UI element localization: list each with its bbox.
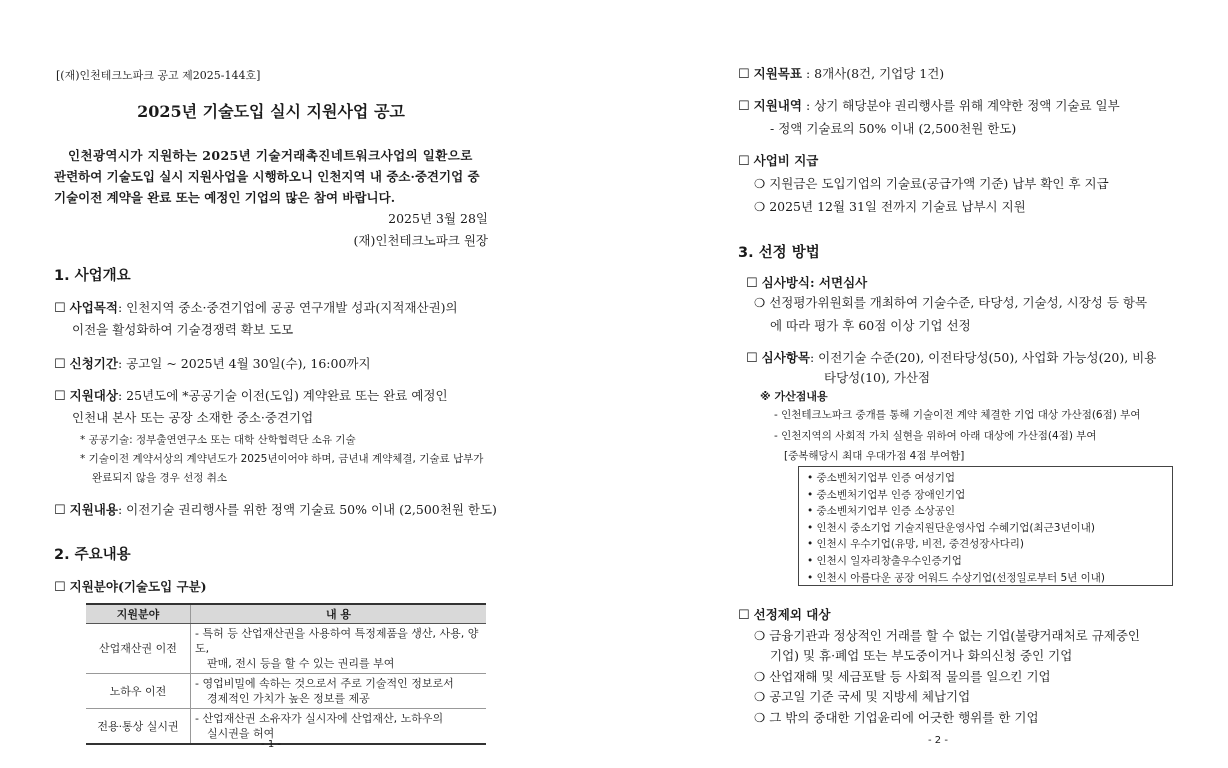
page-2 bbox=[614, 0, 1228, 768]
list-item: • 인천시 우수기업(유망, 비전, 중견성장사다리) bbox=[807, 538, 1024, 551]
payment-item-2 bbox=[754, 197, 1026, 215]
list-item: • 중소벤처기업부 인증 소상공인 bbox=[807, 505, 956, 518]
review-method-row bbox=[746, 273, 867, 291]
table-row bbox=[86, 674, 486, 709]
exclusion-item-2 bbox=[754, 667, 1051, 685]
checkbox-square-icon: ☐ bbox=[738, 608, 750, 623]
desc-line: - 영업비밀에 속하는 것으로서 주로 기술적인 정보로서 bbox=[195, 677, 454, 690]
period-row bbox=[54, 354, 371, 372]
support-field-table bbox=[86, 603, 486, 745]
section-3-heading: 3. 선정 방법 bbox=[738, 245, 820, 261]
notice-signer: (재)인천테크노파크 원장 bbox=[353, 233, 488, 248]
review-method-label: 심사방식 bbox=[761, 275, 810, 290]
exclusion-row bbox=[738, 605, 830, 623]
goal-label: 지원목표 bbox=[753, 66, 802, 81]
circle-bullet-icon: ❍ bbox=[754, 176, 766, 191]
review-method-item-text: 선정평가위원회를 개최하여 기술수준, 타당성, 기술성, 시장성 등 항목 bbox=[769, 295, 1148, 310]
bonus-label: ※ 가산점내용 bbox=[760, 390, 828, 403]
detail-label: 지원내역 bbox=[753, 98, 802, 113]
period-label: 신청기간 bbox=[69, 356, 118, 371]
content-label: 지원내용 bbox=[69, 502, 118, 517]
section-2-heading: 2. 주요내용 bbox=[54, 547, 131, 563]
notice-date: 2025년 3월 28일 bbox=[388, 211, 488, 226]
exclusion-item-3 bbox=[754, 687, 970, 705]
checkbox-square-icon: ☐ bbox=[738, 154, 750, 169]
field-title-row bbox=[54, 577, 207, 595]
purpose-line-2: 이전을 활성화하여 기술경쟁력 확보 도모 bbox=[72, 322, 294, 337]
exclusion-item-4-text: 그 밖의 중대한 기업윤리에 어긋한 행위를 한 기업 bbox=[769, 710, 1039, 725]
list-item: • 중소벤처기업부 인증 여성기업 bbox=[807, 472, 956, 484]
target-row bbox=[54, 386, 448, 404]
table-cell-field: 전용·통상 실시권 bbox=[86, 709, 191, 745]
checkbox-square-icon: ☐ bbox=[746, 351, 758, 366]
period-text: : 공고일 ~ 2025년 4월 30일(수), 16:00까지 bbox=[117, 356, 371, 371]
document-title: 2025년 기술도입 실시 지원사업 공고 bbox=[137, 102, 405, 121]
target-text: : 25년도에 *공공기술 이전(도입) 계약완료 또는 완료 예정인 bbox=[117, 388, 448, 403]
checkbox-square-icon: ☐ bbox=[746, 276, 758, 291]
payment-item-1 bbox=[754, 174, 1109, 192]
checkbox-square-icon: ☐ bbox=[54, 301, 66, 316]
desc-line: 판매, 전시 등을 할 수 있는 권리를 부여 bbox=[207, 657, 395, 670]
checkbox-square-icon: ☐ bbox=[54, 503, 66, 518]
table-cell-desc bbox=[191, 624, 487, 674]
circle-bullet-icon: ❍ bbox=[754, 199, 766, 214]
exclusion-item-1-line-2: 기업) 및 휴·폐업 또는 부도중이거나 화의신청 중인 기업 bbox=[770, 648, 1073, 663]
purpose-row bbox=[54, 298, 458, 316]
circle-bullet-icon: ❍ bbox=[754, 669, 766, 684]
page-number: - 2 - bbox=[928, 735, 948, 746]
circle-bullet-icon: ❍ bbox=[754, 710, 766, 725]
list-item: • 인천시 아름다운 공장 어워드 수상기업(선정일로부터 5년 이내) bbox=[807, 571, 1106, 584]
target-note-1: * 공공기술: 정부출연연구소 또는 대학 산학협력단 소유 기술 bbox=[80, 434, 356, 446]
exclusion-item-3-text: 공고일 기준 국세 및 지방세 체납기업 bbox=[769, 689, 971, 704]
purpose-text: : 인천지역 중소·중견기업에 공공 연구개발 성과(지적재산권)의 bbox=[117, 300, 458, 315]
purpose-label: 사업목적 bbox=[69, 300, 118, 315]
target-note-2b: 완료되지 않을 경우 선정 취소 bbox=[92, 472, 228, 484]
exclusion-item-2-text: 산업재해 및 세금포탈 등 사회적 물의를 일으킨 기업 bbox=[769, 669, 1051, 684]
intro-line-2: 관련하여 기술도입 실시 지원사업을 시행하오니 인천지역 내 중소·중견기업 중 bbox=[54, 169, 480, 184]
review-items-text: : 이전기술 수준(20), 이전타당성(50), 사업화 가능성(20), 비용 bbox=[809, 350, 1157, 365]
goal-text: : 8개사(8건, 기업당 1건) bbox=[805, 66, 945, 81]
content-text: : 이전기술 권리행사를 위한 정액 기술료 50% 이내 (2,500천원 한도) bbox=[117, 502, 497, 517]
review-method-item bbox=[754, 293, 1147, 311]
review-items-line-2: 타당성(10), 가산점 bbox=[824, 370, 931, 385]
list-item: • 인천시 중소기업 기술지원단운영사업 수혜기업(최근3년이내) bbox=[807, 521, 1095, 534]
review-items-row bbox=[746, 348, 1156, 366]
target-line-2: 인천내 본사 또는 공장 소재한 중소·중견기업 bbox=[72, 410, 314, 425]
bonus-line-2: - 인천지역의 사회적 가치 실현을 위하여 아래 대상에 가산점(4점) 부여 bbox=[774, 430, 1097, 442]
desc-line: 경제적인 가치가 높은 정보를 제공 bbox=[207, 692, 370, 705]
exclusion-label: 선정제외 대상 bbox=[753, 607, 831, 622]
checkbox-square-icon: ☐ bbox=[54, 389, 66, 404]
table-header-content: 내 용 bbox=[191, 604, 487, 624]
table-header-field: 지원분야 bbox=[86, 604, 191, 624]
intro-line-3: 기술이전 계약을 완료 또는 예정인 기업의 많은 참여 바랍니다. bbox=[54, 190, 396, 205]
target-note-2: * 기술이전 계약서상의 계약년도가 2025년이어야 하며, 금년내 계약체결, 기술료 납부가 bbox=[80, 453, 484, 465]
table-cell-field: 노하우 이전 bbox=[86, 674, 191, 709]
bonus-target-box bbox=[798, 466, 1173, 586]
payment-row bbox=[738, 151, 818, 169]
goal-row bbox=[738, 64, 944, 82]
page-number: - 1 - bbox=[261, 739, 281, 750]
exclusion-item-1 bbox=[754, 626, 1140, 644]
field-title: 지원분야(기술도입 구분) bbox=[69, 579, 207, 594]
checkbox-square-icon: ☐ bbox=[54, 580, 66, 595]
desc-line: - 특허 등 산업재산권을 사용하여 특정제품을 생산, 사용, 양도, bbox=[195, 627, 479, 655]
list-item: • 중소벤처기업부 인증 장애인기업 bbox=[807, 488, 966, 501]
desc-line: - 산업재산권 소유자가 실시자에 산업재산, 노하우의 bbox=[195, 712, 444, 725]
checkbox-square-icon: ☐ bbox=[54, 357, 66, 372]
detail-text: : 상기 해당분야 권리행사를 위해 계약한 정액 기술료 일부 bbox=[805, 98, 1120, 113]
exclusion-item-4 bbox=[754, 708, 1039, 726]
bonus-line-3: [중복해당시 최대 우대가점 4점 부여함] bbox=[784, 450, 965, 462]
bonus-line-1: - 인천테크노파크 중개를 통해 기술이전 계약 체결한 기업 대상 가산점(6점) 부여 bbox=[774, 409, 1141, 421]
circle-bullet-icon: ❍ bbox=[754, 689, 766, 704]
content-row bbox=[54, 500, 497, 518]
detail-row bbox=[738, 96, 1120, 114]
review-items-label: 심사항목 bbox=[761, 350, 810, 365]
table-cell-field: 산업재산권 이전 bbox=[86, 624, 191, 674]
intro-line-1: 인천광역시가 지원하는 2025년 기술거래촉진네트워크사업의 일환으로 bbox=[68, 148, 473, 163]
payment-label: 사업비 지급 bbox=[753, 153, 819, 168]
table-cell-desc bbox=[191, 674, 487, 709]
section-1-heading: 1. 사업개요 bbox=[54, 268, 131, 284]
payment-item-2-text: 2025년 12월 31일 전까지 기술료 납부시 지원 bbox=[769, 199, 1026, 214]
notice-number: [(재)인천테크노파크 공고 제2025-144호] bbox=[56, 69, 261, 82]
circle-bullet-icon: ❍ bbox=[754, 628, 766, 643]
review-method-item-line-2: 에 따라 평가 후 60점 이상 기업 선정 bbox=[770, 318, 971, 333]
checkbox-square-icon: ☐ bbox=[738, 67, 750, 82]
table-row bbox=[86, 624, 486, 674]
desc-line: 실시권을 허여 bbox=[207, 727, 275, 740]
payment-item-1-text: 지원금은 도입기업의 기술료(공급가액 기준) 납부 확인 후 지급 bbox=[769, 176, 1109, 191]
target-label: 지원대상 bbox=[69, 388, 118, 403]
circle-bullet-icon: ❍ bbox=[754, 295, 766, 310]
exclusion-item-1-text: 금융기관과 정상적인 거래를 할 수 없는 기업(불량거래처로 규제중인 bbox=[769, 628, 1140, 643]
checkbox-square-icon: ☐ bbox=[738, 99, 750, 114]
review-method-text: : 서면심사 bbox=[809, 275, 868, 290]
detail-sub: - 정액 기술료의 50% 이내 (2,500천원 한도) bbox=[770, 121, 1017, 136]
table-header-row bbox=[86, 604, 486, 624]
list-item: • 인천시 일자리창출우수인증기업 bbox=[807, 554, 962, 567]
